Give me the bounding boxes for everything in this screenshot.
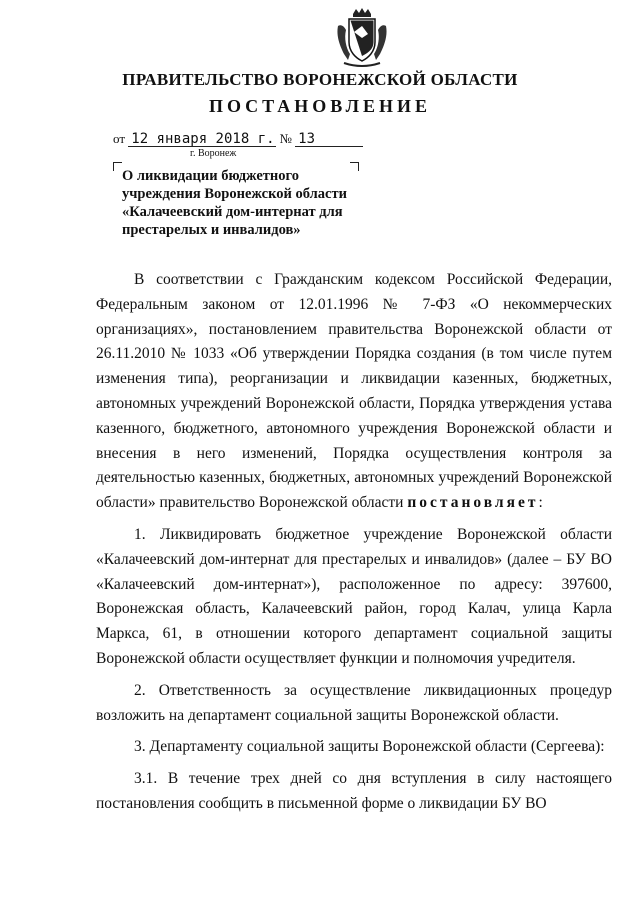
document-body [96, 268, 612, 817]
clause-3: 3. Департаменту социальной защиты Воронежской области (Сергеева): [134, 738, 605, 756]
city-label: г. Воронеж [190, 148, 237, 159]
date-number-line [113, 131, 363, 147]
clause-1: 1. Ликвидировать бюджетное учреждение Воронежской области «Калачеевский дом-интернат для престарелых и инвалидов» (далее – БУ ВО «Калачеевский дом-интернат»), расположенное по адресу: 397600, Воронежская область, Калачеевский район, город Калач, улица Карла Маркса, 61, в отношении которого департамент социальной защиты Воронежской области осуществляет функции и полномочия учредителя. [96, 525, 612, 667]
government-title: ПРАВИТЕЛЬСТВО ВОРОНЕЖСКОЙ ОБЛАСТИ [122, 70, 518, 89]
clause-3-1: 3.1. В течение трех дней со дня вступления в силу настоящего постановления сообщить в письменной форме о ликвидации БУ ВО [96, 770, 612, 812]
preamble-paragraph [96, 268, 612, 516]
document-subject: О ликвидации бюджетного учреждения Воронежской области «Калачеевский дом-интернат для престарелых и инвалидов» [122, 168, 347, 238]
from-label: от [113, 131, 126, 146]
clause-2: 2. Ответственность за осуществление ликвидационных процедур возложить на департамент социальной защиты Воронежской области. [96, 681, 612, 724]
subject-bracket-left [113, 162, 122, 171]
preamble-text: В соответствии с Гражданским кодексом Российской Федерации, Федеральным законом от 12.01.1996 № 7-ФЗ «О некоммерческих организациях», постановлением правительства Воронежской области от 26.11.2010 № 1033 «Об утверждении Порядка создания (в том числе путем изменения типа), реорганизации и ликвидации казенных, бюджетных, автономных учреждений Воронежской области, Порядка утверждения устава казенного, бюджетного, автономного учреждения Воронежской области и внесения в него изменений, Порядка осуществления контроля за деятельностью казенных, бюджетных, автономных учреждений Воронежской области» правительство Воронежской области [96, 271, 612, 512]
resolves-colon: : [538, 494, 543, 512]
document-type-heading: ПОСТАНОВЛЕНИЕ [208, 96, 432, 116]
document-date: 12 января 2018 г. [128, 132, 276, 147]
resolves-word: постановляет [407, 494, 539, 512]
document-number: 13 [295, 132, 363, 147]
coat-of-arms-emblem [334, 8, 390, 68]
number-label: № [279, 131, 292, 146]
